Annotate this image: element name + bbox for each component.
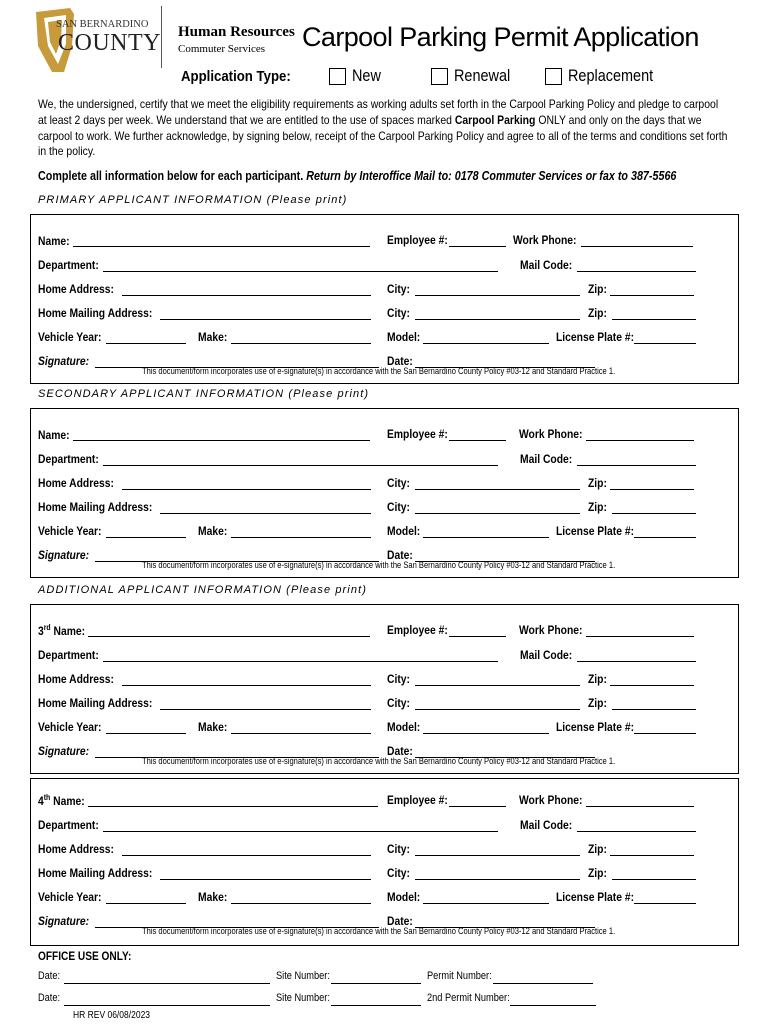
primary-section-title: PRIMARY APPLICANT INFORMATION (Please print) [38,194,348,206]
fourth-home-mailing-field[interactable] [160,879,371,880]
secondary-home-mailing-label: Home Mailing Address: [38,500,153,514]
fourth-zip-label: Zip: [588,842,607,856]
secondary-city-label: City: [387,476,410,490]
secondary-model-field[interactable] [423,537,549,538]
primary-make-field[interactable] [231,343,371,344]
additional-model-label: Model: [387,720,421,734]
additional-work-phone-label: Work Phone: [519,623,583,637]
fourth-zip-field[interactable] [610,855,694,856]
office-date-field[interactable] [64,983,270,984]
logo-text-top: SAN BERNARDINO [56,19,149,30]
fourth-model-field[interactable] [423,903,549,904]
secondary-make-label: Make: [198,524,228,538]
renewal-label: Renewal [454,66,511,85]
fourth-signature-label: Signature: [38,914,90,928]
dept-name: Human Resources [178,24,295,40]
additional-zip-field[interactable] [610,685,694,686]
fourth-mailing-city-field[interactable] [415,879,580,880]
secondary-mail-code-label: Mail Code: [520,452,573,466]
site-number-field-2[interactable] [331,1005,421,1006]
fourth-mailing-city-label: City: [387,866,410,880]
certification-paragraph [38,97,728,160]
primary-zip-field[interactable] [610,295,694,296]
additional-mailing-zip-field[interactable] [612,709,696,710]
secondary-home-address-field[interactable] [122,489,371,490]
primary-license-field[interactable] [634,343,696,344]
additional-department-field[interactable] [103,661,498,662]
secondary-zip-field[interactable] [610,489,694,490]
permit-number-2-label: 2nd Permit Number: [427,992,510,1004]
fourth-home-mailing-label: Home Mailing Address: [38,866,153,880]
fourth-mailing-zip-field[interactable] [612,879,696,880]
fourth-home-address-label: Home Address: [38,842,114,856]
fourth-model-label: Model: [387,890,421,904]
fourth-name-label [38,793,85,808]
fourth-department-field[interactable] [103,831,498,832]
name-text: Name: [53,624,86,638]
fourth-city-label: City: [387,842,410,856]
additional-model-field[interactable] [423,733,549,734]
additional-home-mailing-label: Home Mailing Address: [38,696,153,710]
primary-make-label: Make: [198,330,228,344]
primary-applicant-box [30,214,739,384]
office-use-title: OFFICE USE ONLY: [38,951,132,963]
additional-applicant-box [30,604,739,774]
primary-mailing-zip-label: Zip: [588,306,607,320]
office-date-label: Date: [38,970,61,982]
additional-mailing-zip-label: Zip: [588,696,607,710]
additional-city-label: City: [387,672,410,686]
fourth-work-phone-field[interactable] [586,806,694,807]
secondary-home-mailing-field[interactable] [160,513,371,514]
primary-vehicle-year-field[interactable] [106,343,186,344]
secondary-mail-code-field[interactable] [577,465,696,466]
primary-license-label: License Plate #: [556,330,635,344]
secondary-department-field[interactable] [103,465,498,466]
primary-home-mailing-field[interactable] [160,319,371,320]
additional-zip-label: Zip: [588,672,607,686]
additional-home-mailing-field[interactable] [160,709,371,710]
office-date-label-2: Date: [38,992,61,1004]
fourth-license-label: License Plate #: [556,890,635,904]
secondary-name-field[interactable] [73,440,370,441]
primary-home-address-label: Home Address: [38,282,114,296]
replacement-label: Replacement [568,66,654,85]
name-ordinal: 4 [38,794,44,808]
secondary-vehicle-year-label: Vehicle Year: [38,524,102,538]
fourth-city-field[interactable] [415,855,580,856]
additional-mailing-city-label: City: [387,696,410,710]
secondary-city-field[interactable] [415,489,580,490]
additional-vehicle-year-label: Vehicle Year: [38,720,102,734]
fourth-vehicle-year-field[interactable] [106,903,186,904]
fourth-mailing-zip-label: Zip: [588,866,607,880]
permit-number-field[interactable] [493,983,593,984]
primary-name-label [38,233,70,248]
cert-text-1: We, the undersigned, certify that we meet the eligibility requirements as working adults set forth in the Carpool Parking Policy and pledge to carpool at least 2 days per week. We understand that we are entitled to the use of spaces marked [38,98,719,127]
site-number-label-2: Site Number: [276,992,330,1004]
secondary-mailing-city-label: City: [387,500,410,514]
fourth-work-phone-label: Work Phone: [519,793,583,807]
additional-work-phone-field[interactable] [586,636,694,637]
site-number-label: Site Number: [276,970,330,982]
instructions [38,169,676,183]
fourth-esig-note: This document/form incorporates use of e-signature(s) in accordance with the San Bernardino County Policy #03-12 and Standard Practice 1. [142,926,616,936]
additional-make-field[interactable] [231,733,371,734]
office-date-field-2[interactable] [64,1005,270,1006]
application-type-label: Application Type: [181,68,291,85]
site-number-field[interactable] [331,983,421,984]
secondary-esig-note: This document/form incorporates use of e-signature(s) in accordance with the San Bernardino County Policy #03-12 and Standard Practice 1. [142,560,616,570]
county-logo [30,6,161,76]
secondary-section-title: SECONDARY APPLICANT INFORMATION (Please print) [38,388,370,400]
secondary-employee-label: Employee #: [387,427,448,441]
primary-department-field[interactable] [103,271,498,272]
additional-mailing-city-field[interactable] [415,709,580,710]
header-divider [161,6,162,68]
secondary-make-field[interactable] [231,537,371,538]
name-text: Name: [38,428,70,442]
primary-home-address-field[interactable] [122,295,371,296]
additional-home-address-label: Home Address: [38,672,114,686]
secondary-applicant-box [30,408,739,578]
cert-text-2: ONLY and only on the days that we carpool to work. We further acknowledge, by signing below, receipt of the Carpool Parking Policy and agree to all of the terms and conditions set forth in the policy. [38,113,728,159]
primary-employee-field[interactable] [449,246,506,247]
additional-department-label: Department: [38,648,99,662]
additional-employee-label: Employee #: [387,623,448,637]
secondary-license-label: License Plate #: [556,524,635,538]
primary-signature-label: Signature: [38,354,90,368]
fourth-mail-code-label: Mail Code: [520,818,573,832]
fourth-date-label: Date: [387,914,413,928]
primary-mailing-city-field[interactable] [415,319,580,320]
secondary-signature-label: Signature: [38,548,90,562]
primary-mail-code-label: Mail Code: [520,258,573,272]
primary-vehicle-year-label: Vehicle Year: [38,330,102,344]
fourth-make-label: Make: [198,890,228,904]
primary-home-mailing-label: Home Mailing Address: [38,306,153,320]
primary-mail-code-field[interactable] [577,271,696,272]
secondary-zip-label: Zip: [588,476,607,490]
primary-mailing-zip-field[interactable] [612,319,696,320]
secondary-department-label: Department: [38,452,99,466]
instructions-lead: Complete all information below for each participant. [38,169,304,183]
primary-employee-label: Employee #: [387,233,448,247]
additional-esig-note: This document/form incorporates use of e-signature(s) in accordance with the San Bernardino County Policy #03-12 and Standard Practice 1. [142,756,616,766]
secondary-mailing-city-field[interactable] [415,513,580,514]
secondary-name-label [38,427,70,442]
secondary-mailing-zip-field[interactable] [612,513,696,514]
additional-date-label: Date: [387,744,413,758]
additional-mail-code-field[interactable] [577,661,696,662]
additional-name-label [38,623,85,638]
additional-signature-label: Signature: [38,744,90,758]
primary-department-label: Department: [38,258,99,272]
secondary-vehicle-year-field[interactable] [106,537,186,538]
primary-name-field[interactable] [73,246,370,247]
permit-number-2-field[interactable] [510,1005,596,1006]
division-name: Commuter Services [178,43,266,55]
renewal-checkbox[interactable] [431,68,448,85]
secondary-model-label: Model: [387,524,421,538]
secondary-employee-field[interactable] [449,440,506,441]
primary-model-label: Model: [387,330,421,344]
secondary-license-field[interactable] [634,537,696,538]
name-text: Name: [38,234,70,248]
instructions-return: Return by Interoffice Mail to: 0178 Commuter Services or fax to 387-5566 [303,169,677,183]
additional-city-field[interactable] [415,685,580,686]
fourth-applicant-box [30,778,739,946]
logo-text-main: COUNTY [58,30,161,56]
fourth-license-field[interactable] [634,903,696,904]
replacement-checkbox[interactable] [545,68,562,85]
primary-city-label: City: [387,282,410,296]
secondary-mailing-zip-label: Zip: [588,500,607,514]
fourth-make-field[interactable] [231,903,371,904]
primary-work-phone-label: Work Phone: [513,233,577,247]
permit-number-label: Permit Number: [427,970,492,982]
primary-model-field[interactable] [423,343,549,344]
name-ordinal-suffix: rd [43,623,51,632]
revision-label: HR REV 06/08/2023 [73,1010,151,1021]
new-label: New [352,66,381,85]
primary-date-label: Date: [387,354,413,368]
additional-mail-code-label: Mail Code: [520,648,573,662]
additional-name-field[interactable] [88,636,370,637]
additional-employee-field[interactable] [449,636,506,637]
additional-license-label: License Plate #: [556,720,635,734]
fourth-home-address-field[interactable] [122,855,371,856]
secondary-home-address-label: Home Address: [38,476,114,490]
primary-zip-label: Zip: [588,282,607,296]
page-title: Carpool Parking Permit Application [302,22,699,52]
primary-mailing-city-label: City: [387,306,410,320]
fourth-name-field[interactable] [88,806,378,807]
fourth-employee-field[interactable] [449,806,506,807]
fourth-vehicle-year-label: Vehicle Year: [38,890,102,904]
primary-city-field[interactable] [415,295,580,296]
name-ordinal-suffix: th [43,793,51,802]
name-ordinal: 3 [38,624,44,638]
secondary-work-phone-label: Work Phone: [519,427,583,441]
additional-make-label: Make: [198,720,228,734]
additional-section-title: ADDITIONAL APPLICANT INFORMATION (Please print) [38,584,367,596]
additional-license-field[interactable] [634,733,696,734]
additional-home-address-field[interactable] [122,685,371,686]
additional-vehicle-year-field[interactable] [106,733,186,734]
secondary-date-label: Date: [387,548,413,562]
cert-text-bold: Carpool Parking [454,113,536,127]
new-checkbox[interactable] [329,68,346,85]
name-text: Name: [53,794,85,808]
fourth-employee-label: Employee #: [387,793,448,807]
primary-work-phone-field[interactable] [581,246,693,247]
primary-esig-note: This document/form incorporates use of e-signature(s) in accordance with the San Bernardino County Policy #03-12 and Standard Practice 1. [142,366,616,376]
fourth-department-label: Department: [38,818,99,832]
secondary-work-phone-field[interactable] [586,440,694,441]
fourth-mail-code-field[interactable] [577,831,696,832]
